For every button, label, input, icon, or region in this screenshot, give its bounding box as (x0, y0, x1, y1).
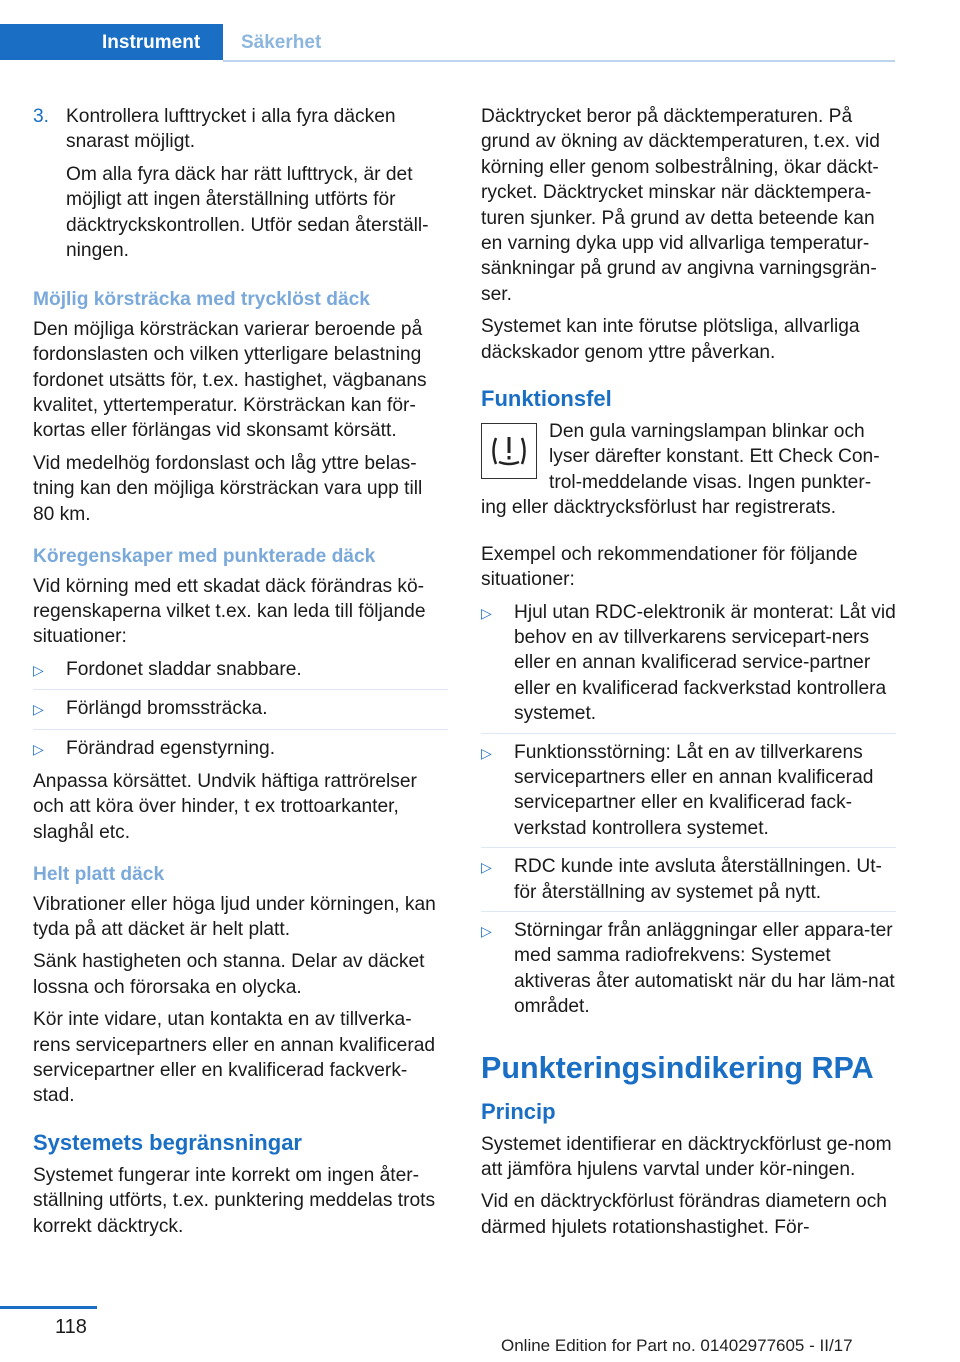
bullet-arrow-icon: ▷ (33, 661, 44, 678)
paragraph: Systemet kan inte förutse plötsliga, allvarliga däckskador genom yttre påverkan. (481, 316, 860, 363)
left-column (33, 104, 448, 1246)
list-item-text: Störningar från anläggningar eller appara-ter med samma radiofrekvens: Systemet aktiveras åter automatiskt när du har läm-nat området. (514, 919, 895, 1018)
paragraph: Exempel och rekommendationer för följande situationer: (481, 543, 858, 591)
list-item-text: Funktionsstörning: Låt en av tillverkarens servicepartners eller en annan kvalificerad servicepartner eller en kvalificerad fack-verkstad kontrollera systemet. (514, 741, 874, 839)
list-item (33, 696, 448, 729)
list-item-text: RDC kunde inte avsluta återställningen. Ut-för återställning av systemet på nytt. (514, 856, 882, 903)
footer-rule (0, 1306, 97, 1309)
list-item-text: Hjul utan RDC-elektronik är monterat: Låt vid behov en av tillverkarens servicepart-ners eller en annan kvalificerad service-partner eller en kvalificerad fackverkstad kontrollera systemet. (514, 601, 896, 725)
tab-underline (223, 60, 895, 62)
step-number: 3. (33, 106, 50, 127)
heading-system-limits: Systemets begränsningar (33, 1129, 302, 1155)
paragraph: Anpassa körsättet. Undvik häftiga rattrörelser och att köra över hinder, t ex trottoarkanter, slaghål etc. (33, 770, 417, 843)
list-item-text: Fordonet sladdar snabbare. (66, 658, 302, 680)
tab-instrument[interactable]: Instrument (0, 24, 223, 60)
step-3 (33, 104, 448, 270)
paragraph: Systemet identifierar en däcktryckförlust ge-nom att jämföra hjulens varvtal under kör-ningen. (481, 1133, 892, 1180)
bullet-arrow-icon: ▷ (481, 859, 492, 876)
heading-malfunction: Funktionsfel (481, 386, 612, 412)
paragraph: Kör inte vidare, utan kontakta en av tillverka-rens servicepartners eller en annan kvalificerad servicepartner eller en kvalificerad fackverk-stad. (33, 1009, 436, 1107)
step-text-1: Kontrollera lufttrycket i alla fyra däcken snarast möjligt. (66, 106, 396, 153)
subheading-range: Möjlig körsträcka med trycklöst däck (33, 289, 370, 311)
list-item (481, 600, 896, 734)
paragraph: Vid en däcktryckförlust förändras diametern och därmed hjulets rotationshastighet. För- (481, 1191, 887, 1238)
bullet-arrow-icon: ▷ (33, 740, 44, 757)
paragraph: Den möjliga körsträckan varierar beroende på fordonslasten och vilken ytterligare belastning fordonet utsätts för, t.ex. hastighet, vägbanans kvalitet, yttertemperatur. Körsträckan kan för-kortas eller förlängas vid skonsamt körsätt. (33, 318, 427, 442)
paragraph: Sänk hastigheten och stanna. Delar av däcket lossna och förorsaka en olycka. (33, 951, 425, 998)
list-item (481, 918, 896, 1020)
warning-block (481, 419, 896, 528)
heading-principle: Princip (481, 1098, 556, 1124)
list-item (481, 740, 896, 849)
subheading-flat-tire: Helt platt däck (33, 864, 165, 886)
list-item-text: Förändrad egenstyrning. (66, 737, 276, 759)
list-item-text: Förlängd bromssträcka. (66, 698, 268, 720)
warning-text: Den gula varningslampan blinkar och lyser därefter konstant. Ett Check Con-trol-meddelande visas. Ingen punkter-ing eller däcktrycksförlust har registrerats. (481, 421, 880, 519)
paragraph: Vid körning med ett skadat däck förändras kö-regenskaperna vilket t.ex. kan leda till följande situationer: (33, 575, 426, 648)
list-item (33, 657, 448, 690)
page-number: 118 (55, 1316, 87, 1338)
chapter-tabs (0, 24, 895, 60)
bullet-arrow-icon: ▷ (481, 922, 492, 939)
paragraph: Däcktrycket beror på däcktemperaturen. På grund av ökning av däcktemperaturen, t.ex. vid körning eller genom solbestrålning, ökar däckt-rycket. Däcktrycket minskar när däcktempera-turen sjunker. På grund av detta beteende kan en varning dyka upp vid allvarliga temperatur-sänkningar på grund av angivna varningsgrän-ser. (481, 106, 880, 305)
bullet-arrow-icon: ▷ (481, 744, 492, 761)
paragraph: Vibrationer eller höga ljud under körningen, kan tyda på att däcket är helt platt. (33, 893, 436, 940)
bullet-arrow-icon: ▷ (481, 604, 492, 621)
paragraph: Systemet fungerar inte korrekt om ingen åter-ställning utförts, t.ex. punktering meddelas trots korrekt däcktryck. (33, 1164, 436, 1237)
list-item (33, 736, 448, 762)
step-text-2: Om alla fyra däck har rätt lufttryck, är det möjligt att ingen återställning utförts för däcktryckskontrollen. Utför sedan återställ-ningen. (66, 163, 429, 262)
edition-note: Online Edition for Part no. 01402977605 - II/17 (501, 1336, 853, 1355)
list-item (481, 854, 896, 912)
heading-rpa: Punkteringsindikering RPA (481, 1050, 874, 1085)
tire-pressure-warning-icon (481, 423, 537, 479)
tab-sakerhet[interactable]: Säkerhet (241, 32, 322, 53)
right-column (481, 104, 896, 1247)
paragraph: Vid medelhög fordonslast och låg yttre belas-tning kan den möjliga körsträckan vara upp till 80 km. (33, 452, 423, 525)
subheading-handling: Köregenskaper med punkterade däck (33, 546, 376, 568)
bullet-arrow-icon: ▷ (33, 701, 44, 718)
